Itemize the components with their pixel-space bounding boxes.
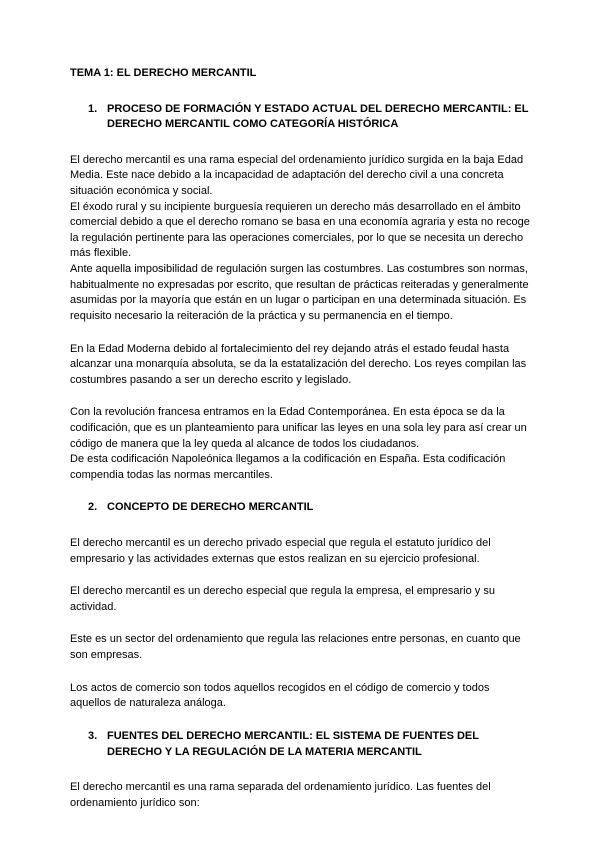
text-block (70, 780, 530, 811)
section-3 (70, 729, 530, 811)
section-heading-text: CONCEPTO DE DERECHO MERCANTIL (107, 501, 314, 514)
section-heading-text: FUENTES DEL DERECHO MERCANTIL: EL SISTEMA DE FUENTES DEL DERECHO Y LA REGULACIÓN DE LA MATERIA MERCANTIL (107, 729, 479, 758)
paragraph: El derecho mercantil es un derecho privado especial que regula el estatuto jurídico del empresario y las actividades externas que estos realizan en su ejercicio profesional. (70, 537, 491, 565)
text-block (70, 584, 530, 615)
paragraph: Este es un sector del ordenamiento que regula las relaciones entre personas, en cuanto que son empresas. (70, 633, 521, 662)
text-block (70, 632, 530, 663)
document-title: TEMA 1: EL DERECHO MERCANTIL (70, 67, 257, 79)
paragraph: El éxodo rural y su incipiente burguesía requieren un derecho más desarrollado en el ámbito comercial debido a que el derecho romano se basa en una economía agraria y esta no recoge la regulación pertinente para las operaciones comerciales, por lo que se necesita un derecho más flexible. (70, 200, 530, 260)
paragraph: Con la revolución francesa entramos en la Edad Contemporánea. En esta época se da la codificación, que es un planteamiento para unificar las leyes en una sola ley para así crear un código de manera que la ley queda al alcance de todos los ciudadanos. (70, 406, 527, 450)
text-block (70, 681, 530, 712)
paragraph: De esta codificación Napoleónica llegamos a la codificación en España. Esta codificación compendia todas las normas mercantiles. (70, 453, 506, 481)
paragraph: Ante aquella imposibilidad de regulación surgen las costumbres. Las costumbres son normas, habitualmente no expresadas por escrito, que resultan de prácticas reiteradas y generalmente asumidas por la mayoría que están en un lugar o participan en una determinada situación. Es requisito necesario la reiteración de la práctica y su permanencia en el tiempo. (70, 263, 529, 322)
paragraph: El derecho mercantil es un derecho especial que regula la empresa, el empresario y su actividad. (70, 585, 495, 613)
section-2 (70, 500, 530, 711)
paragraph: Los actos de comercio son todos aquellos recogidos en el código de comercio y todos aquellos de naturaleza análoga. (70, 681, 490, 710)
section-2-heading (70, 500, 530, 516)
section-number: 1. (88, 102, 98, 115)
section-number: 2. (88, 501, 98, 514)
paragraph: El derecho mercantil es una rama separada del ordenamiento jurídico. Las fuentes del ordenamiento jurídico son: (70, 781, 491, 809)
text-block (70, 153, 530, 325)
text-block (70, 536, 530, 567)
text-block (70, 405, 530, 483)
paragraph: En la Edad Moderna debido al fortalecimiento del rey dejando atrás el estado feudal hasta alcanzar una monarquía absoluta, se da la estatalización del derecho. Los reyes compilan las costumbres pasando a ser un derecho escrito y legislado. (70, 342, 527, 386)
section-number: 3. (88, 729, 98, 742)
section-3-heading (70, 729, 530, 760)
section-heading-text: PROCESO DE FORMACIÓN Y ESTADO ACTUAL DEL DERECHO MERCANTIL: EL DERECHO MERCANTIL COMO CATEGORÍA HISTÓRICA (107, 102, 529, 131)
section-1-heading (70, 102, 530, 133)
paragraph: El derecho mercantil es una rama especial del ordenamiento jurídico surgida en la baja Edad Media. Este nace debido a la incapacidad de adaptación del derecho civil a una concreta situación económica y social. (70, 153, 524, 198)
text-block (70, 342, 530, 389)
section-1 (70, 102, 530, 484)
